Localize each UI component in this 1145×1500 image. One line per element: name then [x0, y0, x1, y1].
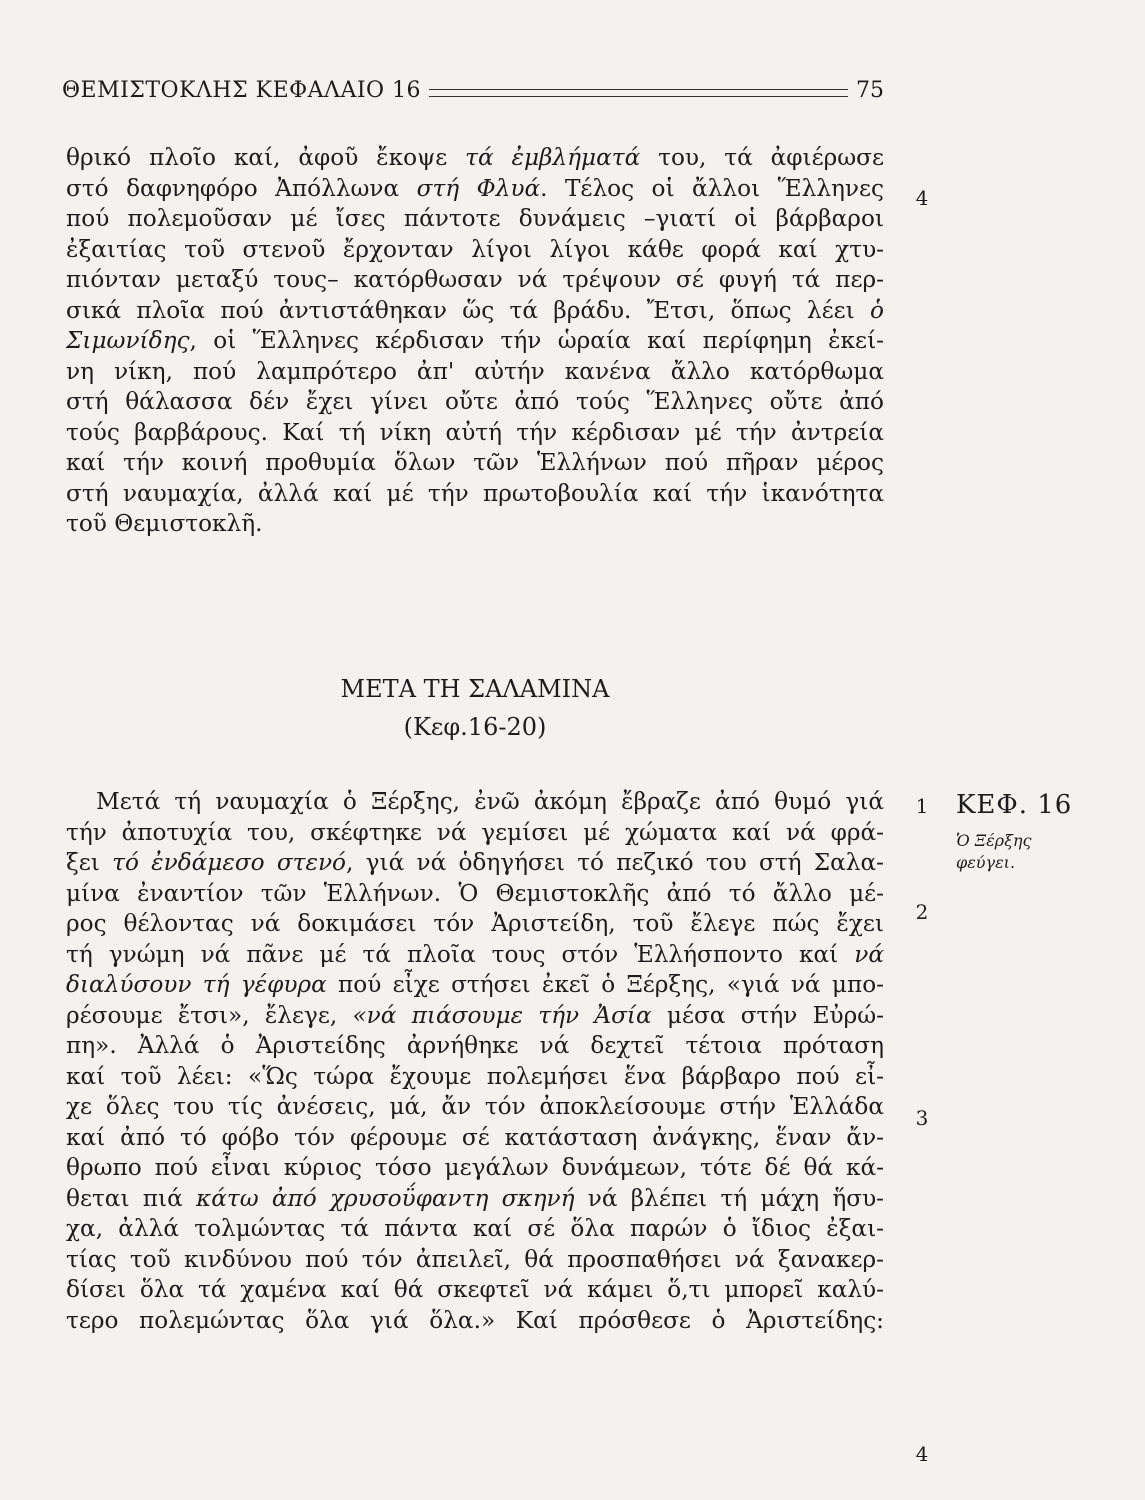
header-rule — [429, 89, 848, 97]
text-line: στή θάλασσα δέν ἔχει γίνει οὔτε ἀπό τούς Ἕλληνες οὔτε ἀπό — [66, 388, 884, 415]
text-line: μίνα ἐναντίον τῶν Ἑλλήνων. Ὁ Θεμιστοκλῆς ἀπό τό ἄλλο μέ- — [66, 879, 884, 907]
text-line: πη». Ἀλλά ὁ Ἀριστείδης ἀρνήθηκε νά δεχτεῖ τέτοια πρόταση — [66, 1032, 884, 1059]
text-line: ἐξαιτίας τοῦ στενοῦ ἔρχονταν λίγοι λίγοι κάθε φορά καί χτυ- — [66, 235, 884, 263]
section-title: ΜΕΤΑ ΤΗ ΣΑΛΑΜΙΝΑ — [340, 675, 610, 703]
text-line: Μετά τή ναυμαχία ὁ Ξέρξης, ἐνῶ ἀκόμη ἔβραζε ἀπό θυμό γιά — [96, 788, 884, 815]
text-line: χα, ἀλλά τολμώντας τά πάντα καί σέ ὅλα παρών ὁ ἴδιος ἐξαι- — [66, 1215, 884, 1242]
text-line: τοῦ Θεμιστοκλῆ. — [66, 510, 263, 537]
text-line: θρικό πλοῖο καί, ἀφοῦ ἔκοψε τά ἐμβλήματά του, τά ἀφιέρωσε — [66, 144, 885, 171]
margin-summary-line: Ὁ Ξέρξης — [956, 831, 1032, 850]
text-line: σικά πλοῖα πού ἀντιστάθηκαν ὥς τά βράδυ. Ἔτσι, ὅπως λέει ὁ — [66, 296, 884, 324]
running-header — [62, 74, 884, 106]
text-line: θεται πιά κάτω ἀπό χρυσοΰφαντη σκηνή νά βλέπει τή μάχη ἥσυ- — [66, 1184, 884, 1212]
section-subtitle: (Κεφ.16-20) — [403, 713, 547, 741]
line-number: 3 — [915, 1106, 929, 1130]
text-line: διαλύσουν τή γέφυρα πού εἶχε στήσει ἐκεῖ ὁ Ξέρξης, «γιά νά μπο- — [66, 971, 884, 998]
text-line: δίσει ὅλα τά χαμένα καί θά σκεφτεῖ νά κάμει ὅ,τι μπορεῖ καλύ- — [66, 1276, 884, 1303]
text-line: πού πολεμοῦσαν μέ ἴσες πάντοτε δυνάμεις –γιατί οἱ βάρβαροι — [66, 205, 884, 232]
line-number: 4 — [915, 1442, 929, 1466]
paragraph-2 — [66, 787, 884, 1336]
margin-chapter-label: ΚΕΦ. 16 — [956, 790, 1073, 820]
text-line: τήν ἀποτυχία του, σκέφτηκε νά γεμίσει μέ χώματα καί νά φρά- — [66, 818, 884, 846]
text-line: νη νίκη, πού λαμπρότερο ἀπ' αὐτήν κανένα ἄλλο κατόρθωμα — [66, 357, 884, 385]
text-line: στό δαφνηφόρο Ἀπόλλωνα στή Φλυά. Τέλος οἱ ἄλλοι Ἕλληνες — [66, 174, 884, 202]
text-line: ρέσουμε ἔτσι», ἔλεγε, «νά πιάσουμε τήν Ἀσία μέσα στήν Εὐρώ- — [66, 1001, 884, 1029]
text-line: τή γνώμη νά πᾶνε μέ τά πλοῖα τους στόν Ἑλλήσποντο καί νά — [66, 940, 884, 968]
margin-summary — [956, 830, 1031, 874]
text-line: καί τοῦ λέει: «Ὥς τώρα ἔχουμε πολεμήσει ἕνα βάρβαρο πού εἶ- — [66, 1062, 884, 1090]
page-number: 75 — [856, 77, 884, 103]
line-number: 1 — [915, 794, 929, 818]
text-line: τερο πολεμώντας ὅλα γιά ὅλα.» Καί πρόσθεσε ὁ Ἀριστείδης: — [66, 1306, 884, 1334]
text-line: τούς βαρβάρους. Καί τή νίκη αὐτή τήν κέρδισαν μέ τήν ἀντρεία — [66, 418, 884, 446]
text-line: πιόνταν μεταξύ τους– κατόρθωσαν νά τρέψουν σέ φυγή τά περ- — [66, 266, 884, 293]
text-line: ξει τό ἐνδάμεσο στενό, γιά νά ὁδηγήσει τό πεζικό του στή Σαλα- — [66, 849, 884, 876]
text-line: θρωπο πού εἶναι κύριος τόσο μεγάλων δυνάμεων, τότε δέ θά κά- — [66, 1154, 884, 1181]
header-title: ΘΕΜΙΣΤΟΚΛΗΣ ΚΕΦΑΛΑΙΟ 16 — [62, 77, 422, 103]
text-line: ρος θέλοντας νά δοκιμάσει τόν Ἀριστείδη, τοῦ ἔλεγε πώς ἔχει — [66, 910, 884, 937]
text-line: τίας τοῦ κινδύνου πού τόν ἀπειλεῖ, θά προσπαθήσει νά ξανακερ- — [66, 1245, 884, 1273]
text-line: χε ὅλες του τίς ἀνέσεις, μά, ἄν τόν ἀποκλείσουμε στήν Ἑλλάδα — [66, 1093, 884, 1120]
line-number: 2 — [915, 900, 929, 924]
margin-summary-line: φεύγει. — [956, 853, 1016, 872]
section-heading — [66, 670, 884, 746]
text-line: καί ἀπό τό φόβο τόν φέρουμε σέ κατάσταση ἀνάγκης, ἕναν ἄν- — [66, 1123, 884, 1151]
text-line: Σιμωνίδης, οἱ Ἕλληνες κέρδισαν τήν ὡραία καί περίφημη ἐκεί- — [66, 327, 884, 354]
paragraph-1 — [66, 143, 884, 540]
text-line: στή ναυμαχία, ἀλλά καί μέ τήν πρωτοβουλία καί τήν ἱκανότητα — [66, 479, 884, 507]
line-number: 4 — [915, 186, 929, 210]
text-line: καί τήν κοινή προθυμία ὅλων τῶν Ἑλλήνων πού πῆραν μέρος — [66, 449, 884, 476]
